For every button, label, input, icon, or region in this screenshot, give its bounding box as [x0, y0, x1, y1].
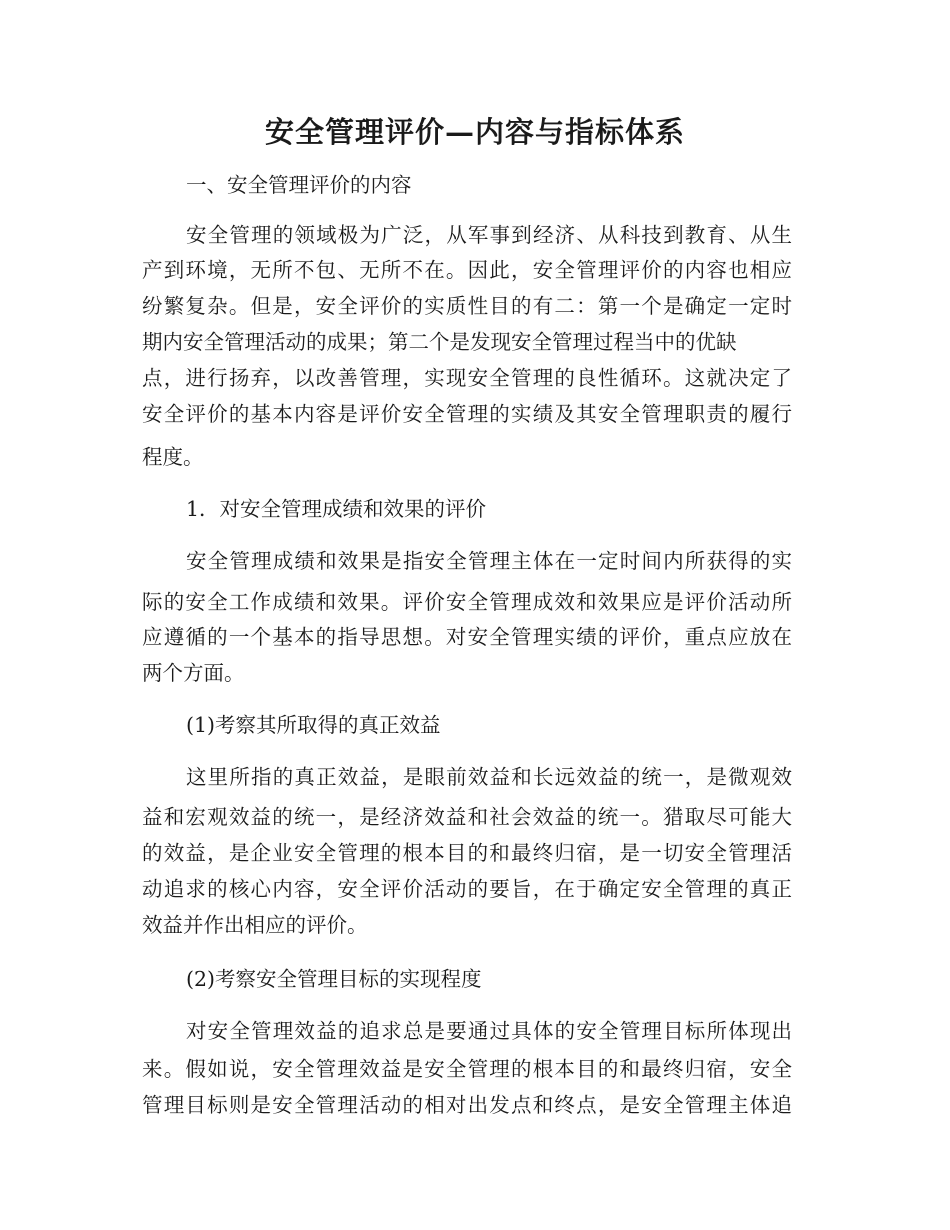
paragraph-line: 管理目标则是安全管理活动的相对出发点和终点，是安全管理主体追 [142, 1093, 792, 1117]
paragraph-line: 动追求的核心内容，安全评价活动的要旨，在于确定安全管理的真正 [142, 877, 792, 901]
paragraph-line: 安全评价的基本内容是评价安全管理的实绩及其安全管理职责的履行 [142, 402, 792, 426]
paragraph-line: 效益并作出相应的评价。 [142, 913, 368, 937]
paragraph-line: 来。假如说，安全管理效益是安全管理的根本目的和最终归宿，安全 [142, 1057, 792, 1081]
paragraph-line: 产到环境，无所不包、无所不在。因此，安全管理评价的内容也相应 [142, 258, 792, 282]
paragraph-line: 的效益，是企业安全管理的根本目的和最终归宿，是一切安全管理活 [142, 841, 792, 865]
paragraph-line: 期内安全管理活动的成果；第二个是发现安全管理过程当中的优缺 [142, 330, 737, 354]
paragraph-line: 程度。 [142, 445, 204, 469]
subsection-heading: (1)考察其所取得的真正效益 [186, 713, 441, 737]
paragraph-line: 这里所指的真正效益，是眼前效益和长远效益的统一，是微观效 [186, 765, 792, 789]
paragraph-line: 安全管理的领域极为广泛，从军事到经济、从科技到教育、从生 [186, 223, 792, 247]
paragraph-line: 对安全管理效益的追求总是要通过具体的安全管理目标所体现出 [186, 1019, 792, 1043]
paragraph-line: 应遵循的一个基本的指导思想。对安全管理实绩的评价，重点应放在 [142, 625, 792, 649]
paragraph-line: 两个方面。 [142, 661, 245, 685]
paragraph-line: 纷繁复杂。但是，安全评价的实质性目的有二：第一个是确定一定时 [142, 294, 792, 318]
section-heading: 一、安全管理评价的内容 [186, 173, 412, 197]
paragraph-line: 益和宏观效益的统一，是经济效益和社会效益的统一。猎取尽可能大 [142, 805, 792, 829]
paragraph-line: 际的安全工作成绩和效果。评价安全管理成效和效果应是评价活动所 [142, 590, 792, 614]
subsection-heading: (2)考察安全管理目标的实现程度 [186, 967, 482, 991]
subsection-heading: 1．对安全管理成绩和效果的评价 [186, 497, 487, 521]
paragraph-line: 点，进行扬弃，以改善管理，实现安全管理的良性循环。这就决定了 [142, 366, 792, 390]
paragraph-line: 安全管理成绩和效果是指安全管理主体在一定时间内所获得的实 [186, 549, 792, 573]
document-title: 安全管理评价—内容与指标体系 [264, 115, 685, 149]
